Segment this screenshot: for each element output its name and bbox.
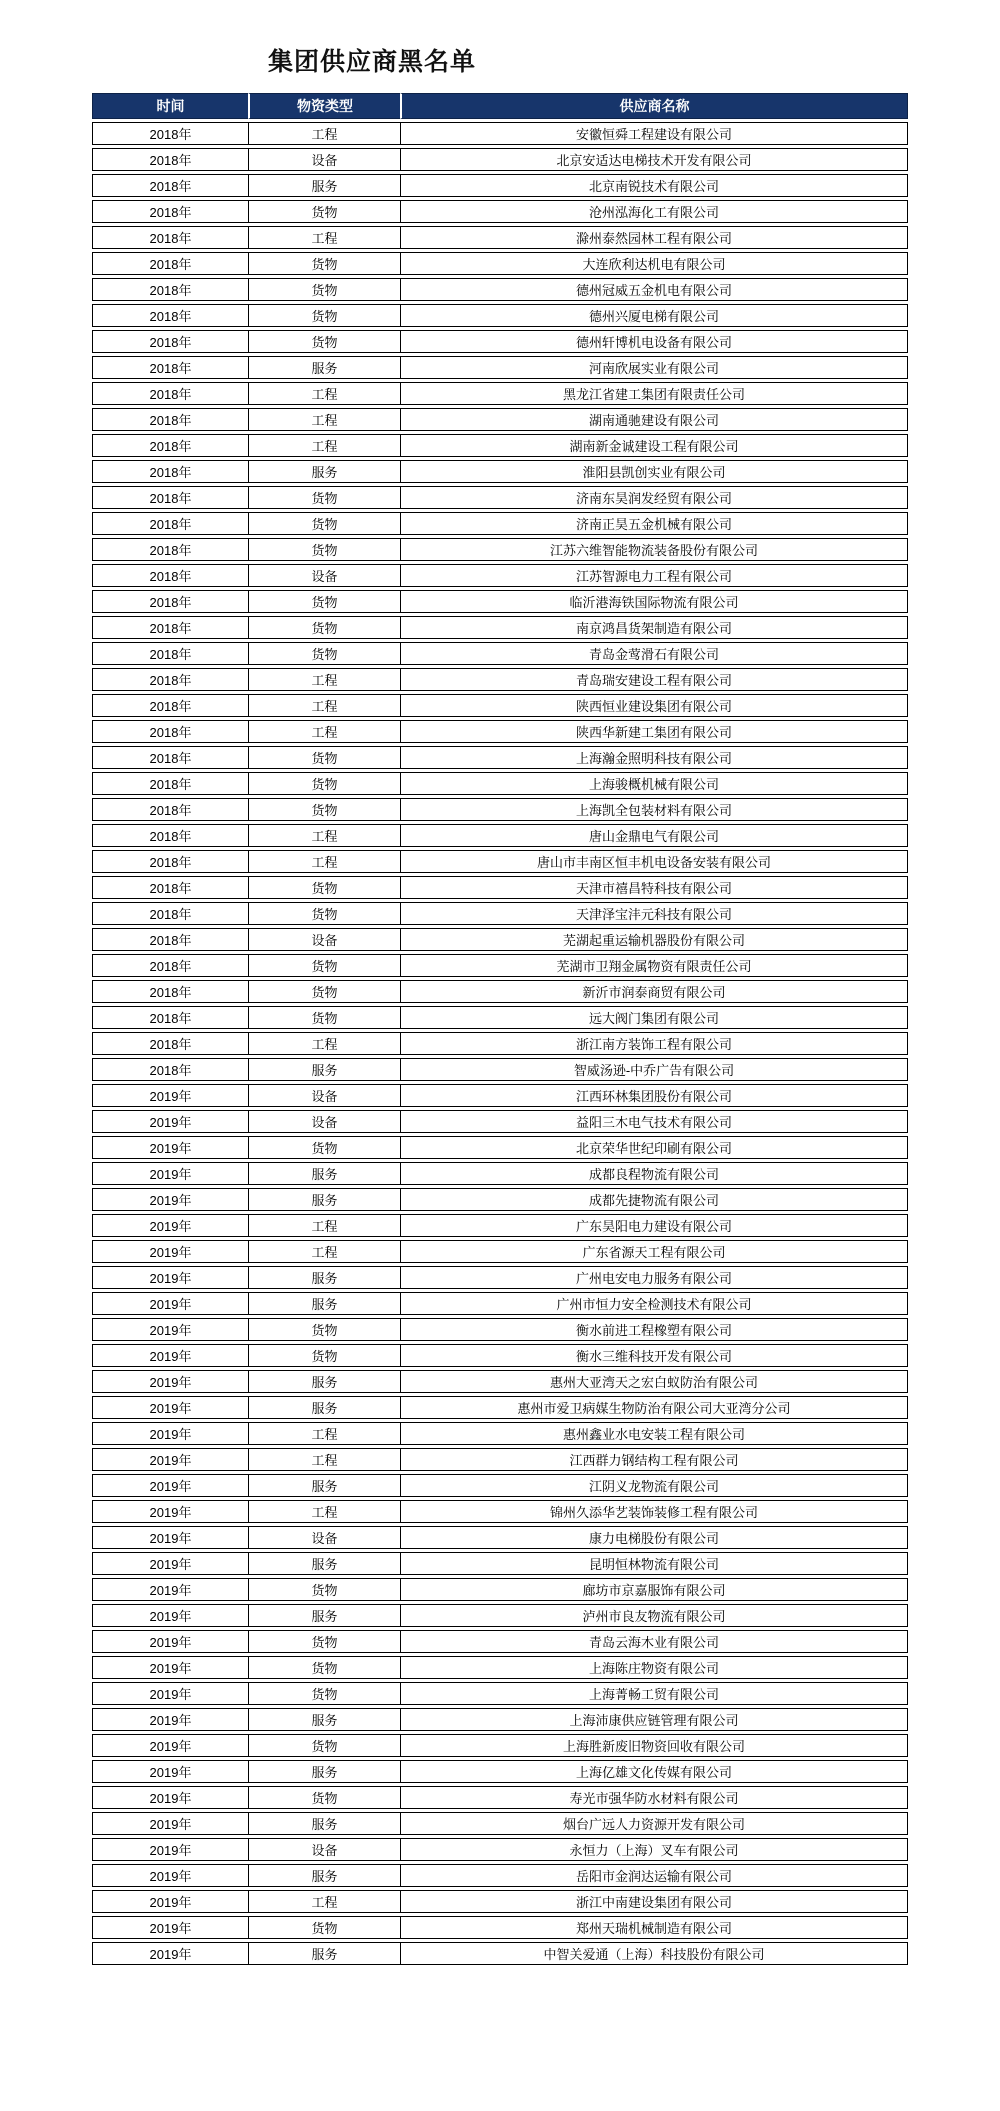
table-row <box>92 122 908 145</box>
cell-time: 2019年 <box>92 1812 248 1835</box>
cell-time: 2019年 <box>92 1942 248 1965</box>
cell-material-type: 货物 <box>248 1578 400 1601</box>
cell-time: 2019年 <box>92 1266 248 1289</box>
cell-time: 2019年 <box>92 1838 248 1861</box>
cell-time: 2018年 <box>92 824 248 847</box>
cell-supplier-name: 湖南通驰建设有限公司 <box>400 408 908 431</box>
cell-time: 2018年 <box>92 122 248 145</box>
cell-time: 2018年 <box>92 876 248 899</box>
cell-time: 2019年 <box>92 1110 248 1133</box>
table-row <box>92 1656 908 1679</box>
table-row <box>92 1942 908 1965</box>
cell-material-type: 货物 <box>248 304 400 327</box>
cell-supplier-name: 河南欣展实业有限公司 <box>400 356 908 379</box>
cell-material-type: 工程 <box>248 1890 400 1913</box>
cell-supplier-name: 唐山金鼎电气有限公司 <box>400 824 908 847</box>
cell-supplier-name: 惠州大亚湾天之宏白蚁防治有限公司 <box>400 1370 908 1393</box>
cell-supplier-name: 寿光市强华防水材料有限公司 <box>400 1786 908 1809</box>
cell-material-type: 货物 <box>248 1630 400 1653</box>
table-row <box>92 928 908 951</box>
cell-time: 2018年 <box>92 954 248 977</box>
cell-material-type: 工程 <box>248 720 400 743</box>
cell-material-type: 工程 <box>248 1214 400 1237</box>
table-row <box>92 1448 908 1471</box>
cell-time: 2019年 <box>92 1630 248 1653</box>
cell-supplier-name: 芜湖市卫翔金属物资有限责任公司 <box>400 954 908 977</box>
cell-time: 2019年 <box>92 1448 248 1471</box>
table-row <box>92 1682 908 1705</box>
table-row <box>92 1604 908 1627</box>
cell-material-type: 服务 <box>248 1058 400 1081</box>
cell-material-type: 设备 <box>248 1838 400 1861</box>
table-row <box>92 1708 908 1731</box>
cell-material-type: 货物 <box>248 1656 400 1679</box>
cell-supplier-name: 浙江南方装饰工程有限公司 <box>400 1032 908 1055</box>
table-row <box>92 1500 908 1523</box>
header-row <box>92 93 908 119</box>
cell-time: 2019年 <box>92 1292 248 1315</box>
cell-material-type: 设备 <box>248 928 400 951</box>
cell-time: 2018年 <box>92 304 248 327</box>
cell-supplier-name: 上海亿雄文化传媒有限公司 <box>400 1760 908 1783</box>
table-row <box>92 1474 908 1497</box>
table-row <box>92 1214 908 1237</box>
table-row <box>92 850 908 873</box>
cell-time: 2019年 <box>92 1682 248 1705</box>
cell-material-type: 货物 <box>248 512 400 535</box>
cell-time: 2019年 <box>92 1136 248 1159</box>
cell-material-type: 货物 <box>248 642 400 665</box>
table-row <box>92 616 908 639</box>
cell-material-type: 货物 <box>248 772 400 795</box>
table-row <box>92 1370 908 1393</box>
cell-time: 2018年 <box>92 486 248 509</box>
cell-supplier-name: 江苏六维智能物流装备股份有限公司 <box>400 538 908 561</box>
column-header-time: 时间 <box>92 93 248 119</box>
column-header-supplier-name: 供应商名称 <box>400 93 908 119</box>
cell-material-type: 货物 <box>248 902 400 925</box>
column-header-material-type: 物资类型 <box>248 93 400 119</box>
cell-material-type: 货物 <box>248 486 400 509</box>
cell-supplier-name: 锦州久添华艺装饰装修工程有限公司 <box>400 1500 908 1523</box>
cell-material-type: 货物 <box>248 200 400 223</box>
table-row <box>92 1032 908 1055</box>
cell-material-type: 货物 <box>248 1786 400 1809</box>
cell-supplier-name: 沧州泓海化工有限公司 <box>400 200 908 223</box>
table-row <box>92 1734 908 1757</box>
table-row <box>92 538 908 561</box>
cell-time: 2018年 <box>92 1058 248 1081</box>
cell-material-type: 设备 <box>248 1526 400 1549</box>
cell-supplier-name: 上海陈庄物资有限公司 <box>400 1656 908 1679</box>
cell-time: 2018年 <box>92 642 248 665</box>
cell-time: 2019年 <box>92 1916 248 1939</box>
cell-material-type: 服务 <box>248 1266 400 1289</box>
cell-supplier-name: 陕西华新建工集团有限公司 <box>400 720 908 743</box>
cell-material-type: 服务 <box>248 1396 400 1419</box>
table-row <box>92 1760 908 1783</box>
cell-supplier-name: 济南正昊五金机械有限公司 <box>400 512 908 535</box>
cell-time: 2018年 <box>92 330 248 353</box>
cell-supplier-name: 成都先捷物流有限公司 <box>400 1188 908 1211</box>
cell-time: 2018年 <box>92 980 248 1003</box>
cell-supplier-name: 滁州泰然园林工程有限公司 <box>400 226 908 249</box>
cell-supplier-name: 江苏智源电力工程有限公司 <box>400 564 908 587</box>
table-row <box>92 1422 908 1445</box>
table-row <box>92 720 908 743</box>
cell-material-type: 工程 <box>248 1032 400 1055</box>
cell-time: 2018年 <box>92 278 248 301</box>
table-row <box>92 1630 908 1653</box>
cell-material-type: 设备 <box>248 564 400 587</box>
cell-supplier-name: 陕西恒业建设集团有限公司 <box>400 694 908 717</box>
table-row <box>92 408 908 431</box>
cell-time: 2018年 <box>92 720 248 743</box>
cell-supplier-name: 安徽恒舜工程建设有限公司 <box>400 122 908 145</box>
cell-time: 2018年 <box>92 564 248 587</box>
cell-time: 2018年 <box>92 746 248 769</box>
cell-time: 2019年 <box>92 1474 248 1497</box>
cell-material-type: 服务 <box>248 1188 400 1211</box>
cell-supplier-name: 唐山市丰南区恒丰机电设备安装有限公司 <box>400 850 908 873</box>
cell-time: 2019年 <box>92 1396 248 1419</box>
table-row <box>92 226 908 249</box>
cell-material-type: 货物 <box>248 876 400 899</box>
table-row <box>92 382 908 405</box>
table-row <box>92 954 908 977</box>
cell-time: 2018年 <box>92 694 248 717</box>
cell-material-type: 货物 <box>248 1006 400 1029</box>
cell-supplier-name: 广东昊阳电力建设有限公司 <box>400 1214 908 1237</box>
cell-supplier-name: 上海瀚金照明科技有限公司 <box>400 746 908 769</box>
cell-material-type: 服务 <box>248 1812 400 1835</box>
table-row <box>92 1838 908 1861</box>
cell-material-type: 工程 <box>248 434 400 457</box>
cell-supplier-name: 江西环林集团股份有限公司 <box>400 1084 908 1107</box>
cell-supplier-name: 上海凯全包装材料有限公司 <box>400 798 908 821</box>
cell-material-type: 工程 <box>248 694 400 717</box>
table-row <box>92 1084 908 1107</box>
table-row <box>92 512 908 535</box>
cell-time: 2019年 <box>92 1500 248 1523</box>
cell-supplier-name: 岳阳市金润达运输有限公司 <box>400 1864 908 1887</box>
cell-time: 2018年 <box>92 668 248 691</box>
table-row <box>92 1578 908 1601</box>
supplier-blacklist-table <box>92 90 908 1968</box>
cell-time: 2019年 <box>92 1604 248 1627</box>
cell-time: 2018年 <box>92 1006 248 1029</box>
cell-supplier-name: 益阳三木电气技术有限公司 <box>400 1110 908 1133</box>
cell-material-type: 工程 <box>248 1448 400 1471</box>
table-row <box>92 1240 908 1263</box>
cell-supplier-name: 郑州天瑞机械制造有限公司 <box>400 1916 908 1939</box>
cell-time: 2018年 <box>92 200 248 223</box>
cell-time: 2018年 <box>92 798 248 821</box>
cell-material-type: 货物 <box>248 1734 400 1757</box>
cell-material-type: 服务 <box>248 174 400 197</box>
table-row <box>92 1864 908 1887</box>
cell-time: 2018年 <box>92 356 248 379</box>
cell-supplier-name: 上海菁畅工贸有限公司 <box>400 1682 908 1705</box>
cell-supplier-name: 泸州市良友物流有限公司 <box>400 1604 908 1627</box>
cell-time: 2018年 <box>92 148 248 171</box>
cell-time: 2019年 <box>92 1370 248 1393</box>
cell-supplier-name: 永恒力（上海）叉车有限公司 <box>400 1838 908 1861</box>
table-row <box>92 590 908 613</box>
cell-supplier-name: 南京鸿昌货架制造有限公司 <box>400 616 908 639</box>
cell-supplier-name: 北京南锐技术有限公司 <box>400 174 908 197</box>
cell-material-type: 设备 <box>248 1084 400 1107</box>
cell-supplier-name: 昆明恒林物流有限公司 <box>400 1552 908 1575</box>
cell-supplier-name: 远大阀门集团有限公司 <box>400 1006 908 1029</box>
cell-supplier-name: 惠州鑫业水电安装工程有限公司 <box>400 1422 908 1445</box>
table-row <box>92 1292 908 1315</box>
table-row <box>92 304 908 327</box>
table-row <box>92 1006 908 1029</box>
cell-time: 2019年 <box>92 1162 248 1185</box>
cell-supplier-name: 广东省源天工程有限公司 <box>400 1240 908 1263</box>
cell-time: 2019年 <box>92 1188 248 1211</box>
table-row <box>92 1812 908 1835</box>
cell-material-type: 服务 <box>248 1708 400 1731</box>
cell-time: 2018年 <box>92 590 248 613</box>
table-row <box>92 1916 908 1939</box>
cell-material-type: 设备 <box>248 148 400 171</box>
cell-material-type: 货物 <box>248 330 400 353</box>
cell-material-type: 服务 <box>248 356 400 379</box>
table-row <box>92 694 908 717</box>
cell-supplier-name: 智威汤逊-中乔广告有限公司 <box>400 1058 908 1081</box>
cell-material-type: 货物 <box>248 1916 400 1939</box>
table-row <box>92 824 908 847</box>
table-row <box>92 642 908 665</box>
cell-material-type: 货物 <box>248 746 400 769</box>
cell-supplier-name: 上海骏概机械有限公司 <box>400 772 908 795</box>
cell-supplier-name: 天津市禧昌特科技有限公司 <box>400 876 908 899</box>
cell-time: 2019年 <box>92 1760 248 1783</box>
cell-material-type: 货物 <box>248 798 400 821</box>
table-row <box>92 1890 908 1913</box>
table-row <box>92 902 908 925</box>
cell-time: 2019年 <box>92 1214 248 1237</box>
cell-supplier-name: 烟台广远人力资源开发有限公司 <box>400 1812 908 1835</box>
table-row <box>92 1058 908 1081</box>
table-row <box>92 252 908 275</box>
cell-material-type: 服务 <box>248 1604 400 1627</box>
cell-supplier-name: 天津泽宝沣元科技有限公司 <box>400 902 908 925</box>
cell-material-type: 工程 <box>248 408 400 431</box>
cell-time: 2019年 <box>92 1552 248 1575</box>
table-row <box>92 668 908 691</box>
cell-time: 2019年 <box>92 1084 248 1107</box>
table-row <box>92 1188 908 1211</box>
table-row <box>92 1162 908 1185</box>
cell-time: 2018年 <box>92 460 248 483</box>
cell-time: 2018年 <box>92 850 248 873</box>
cell-material-type: 货物 <box>248 954 400 977</box>
cell-supplier-name: 廊坊市京嘉服饰有限公司 <box>400 1578 908 1601</box>
table-row <box>92 200 908 223</box>
cell-time: 2018年 <box>92 616 248 639</box>
cell-supplier-name: 江阴义龙物流有限公司 <box>400 1474 908 1497</box>
cell-material-type: 货物 <box>248 1682 400 1705</box>
table-row <box>92 564 908 587</box>
page-title: 集团供应商黑名单 <box>267 48 476 76</box>
cell-material-type: 货物 <box>248 538 400 561</box>
cell-material-type: 服务 <box>248 1474 400 1497</box>
cell-time: 2019年 <box>92 1318 248 1341</box>
cell-time: 2018年 <box>92 512 248 535</box>
cell-time: 2018年 <box>92 538 248 561</box>
cell-material-type: 货物 <box>248 1136 400 1159</box>
cell-supplier-name: 青岛云海木业有限公司 <box>400 1630 908 1653</box>
cell-time: 2018年 <box>92 382 248 405</box>
cell-time: 2019年 <box>92 1344 248 1367</box>
cell-material-type: 服务 <box>248 1292 400 1315</box>
table-row <box>92 798 908 821</box>
table-row <box>92 278 908 301</box>
table-row <box>92 1318 908 1341</box>
cell-supplier-name: 惠州市爱卫病媒生物防治有限公司大亚湾分公司 <box>400 1396 908 1419</box>
cell-supplier-name: 上海沛康供应链管理有限公司 <box>400 1708 908 1731</box>
table-row <box>92 1396 908 1419</box>
cell-time: 2019年 <box>92 1526 248 1549</box>
cell-material-type: 货物 <box>248 980 400 1003</box>
table-row <box>92 1110 908 1133</box>
table-body <box>92 122 908 1965</box>
cell-supplier-name: 德州冠威五金机电有限公司 <box>400 278 908 301</box>
cell-supplier-name: 临沂港海铁国际物流有限公司 <box>400 590 908 613</box>
cell-time: 2018年 <box>92 252 248 275</box>
cell-material-type: 货物 <box>248 1318 400 1341</box>
cell-material-type: 服务 <box>248 1552 400 1575</box>
table-header <box>92 93 908 119</box>
cell-material-type: 工程 <box>248 122 400 145</box>
cell-material-type: 货物 <box>248 278 400 301</box>
cell-supplier-name: 广州电安电力服务有限公司 <box>400 1266 908 1289</box>
cell-supplier-name: 济南东昊润发经贸有限公司 <box>400 486 908 509</box>
cell-supplier-name: 新沂市润泰商贸有限公司 <box>400 980 908 1003</box>
cell-supplier-name: 青岛金莺滑石有限公司 <box>400 642 908 665</box>
table-row <box>92 1552 908 1575</box>
cell-time: 2018年 <box>92 1032 248 1055</box>
cell-material-type: 工程 <box>248 824 400 847</box>
table-row <box>92 356 908 379</box>
cell-material-type: 工程 <box>248 1240 400 1263</box>
cell-time: 2018年 <box>92 174 248 197</box>
cell-supplier-name: 北京荣华世纪印刷有限公司 <box>400 1136 908 1159</box>
cell-time: 2018年 <box>92 226 248 249</box>
table-row <box>92 486 908 509</box>
cell-material-type: 服务 <box>248 1162 400 1185</box>
table-row <box>92 746 908 769</box>
cell-material-type: 服务 <box>248 1370 400 1393</box>
cell-time: 2019年 <box>92 1422 248 1445</box>
cell-time: 2018年 <box>92 408 248 431</box>
table-row <box>92 980 908 1003</box>
cell-supplier-name: 北京安适达电梯技术开发有限公司 <box>400 148 908 171</box>
cell-time: 2018年 <box>92 928 248 951</box>
table-row <box>92 1136 908 1159</box>
cell-material-type: 工程 <box>248 226 400 249</box>
cell-supplier-name: 德州轩博机电设备有限公司 <box>400 330 908 353</box>
table-row <box>92 1266 908 1289</box>
cell-time: 2019年 <box>92 1656 248 1679</box>
cell-supplier-name: 衡水三维科技开发有限公司 <box>400 1344 908 1367</box>
cell-supplier-name: 成都良程物流有限公司 <box>400 1162 908 1185</box>
cell-supplier-name: 中智关爱通（上海）科技股份有限公司 <box>400 1942 908 1965</box>
cell-material-type: 工程 <box>248 850 400 873</box>
cell-material-type: 服务 <box>248 1942 400 1965</box>
cell-supplier-name: 浙江中南建设集团有限公司 <box>400 1890 908 1913</box>
cell-material-type: 设备 <box>248 1110 400 1133</box>
cell-material-type: 工程 <box>248 382 400 405</box>
cell-time: 2019年 <box>92 1734 248 1757</box>
cell-material-type: 货物 <box>248 616 400 639</box>
cell-supplier-name: 江西群力钢结构工程有限公司 <box>400 1448 908 1471</box>
cell-time: 2019年 <box>92 1786 248 1809</box>
table-row <box>92 876 908 899</box>
cell-supplier-name: 淮阳县凯创实业有限公司 <box>400 460 908 483</box>
cell-material-type: 工程 <box>248 668 400 691</box>
table-row <box>92 460 908 483</box>
cell-material-type: 工程 <box>248 1500 400 1523</box>
cell-time: 2018年 <box>92 772 248 795</box>
cell-material-type: 工程 <box>248 1422 400 1445</box>
cell-time: 2019年 <box>92 1578 248 1601</box>
cell-material-type: 货物 <box>248 1344 400 1367</box>
cell-time: 2019年 <box>92 1864 248 1887</box>
cell-supplier-name: 湖南新金诚建设工程有限公司 <box>400 434 908 457</box>
table-row <box>92 148 908 171</box>
cell-supplier-name: 大连欣利达机电有限公司 <box>400 252 908 275</box>
cell-time: 2019年 <box>92 1240 248 1263</box>
cell-time: 2019年 <box>92 1708 248 1731</box>
table-row <box>92 174 908 197</box>
cell-time: 2019年 <box>92 1890 248 1913</box>
table-row <box>92 434 908 457</box>
table-row <box>92 1786 908 1809</box>
cell-supplier-name: 芜湖起重运输机器股份有限公司 <box>400 928 908 951</box>
table-row <box>92 1344 908 1367</box>
cell-material-type: 服务 <box>248 460 400 483</box>
cell-material-type: 服务 <box>248 1760 400 1783</box>
cell-supplier-name: 广州市恒力安全检测技术有限公司 <box>400 1292 908 1315</box>
cell-material-type: 货物 <box>248 590 400 613</box>
cell-time: 2018年 <box>92 902 248 925</box>
cell-material-type: 货物 <box>248 252 400 275</box>
cell-supplier-name: 青岛瑞安建设工程有限公司 <box>400 668 908 691</box>
cell-supplier-name: 康力电梯股份有限公司 <box>400 1526 908 1549</box>
table-row <box>92 772 908 795</box>
table-row <box>92 1526 908 1549</box>
table-row <box>92 330 908 353</box>
cell-supplier-name: 德州兴厦电梯有限公司 <box>400 304 908 327</box>
cell-material-type: 服务 <box>248 1864 400 1887</box>
cell-supplier-name: 衡水前进工程橡塑有限公司 <box>400 1318 908 1341</box>
title-wrap <box>92 0 652 78</box>
cell-time: 2018年 <box>92 434 248 457</box>
cell-supplier-name: 上海胜新废旧物资回收有限公司 <box>400 1734 908 1757</box>
cell-supplier-name: 黑龙江省建工集团有限责任公司 <box>400 382 908 405</box>
